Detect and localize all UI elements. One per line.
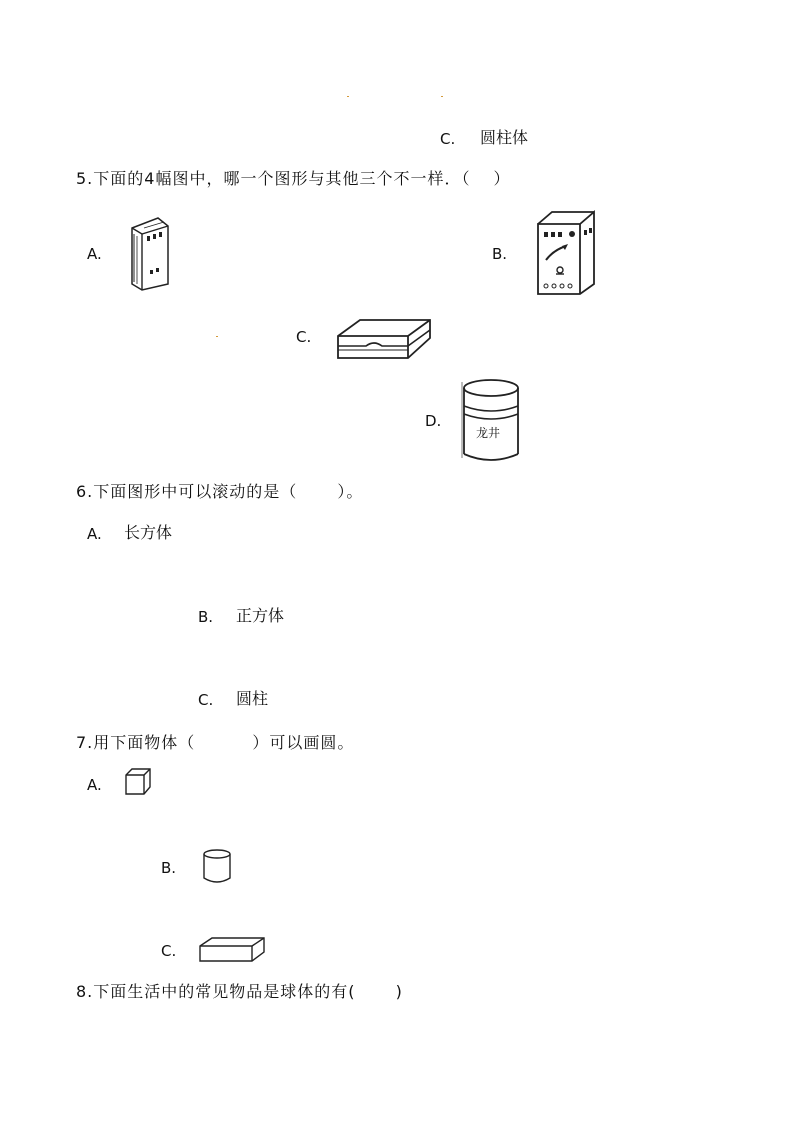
q6-option-b-text: 正方体 bbox=[236, 606, 285, 625]
flat-box-icon bbox=[336, 318, 432, 364]
milk-carton-icon bbox=[534, 210, 598, 296]
tea-can-icon bbox=[460, 376, 522, 462]
speck bbox=[216, 336, 218, 337]
question-5: 5.下面的4幅图中，哪一个图形与其他三个不一样．（ ） bbox=[76, 169, 511, 188]
speck bbox=[347, 96, 349, 97]
option-text: 圆柱体 bbox=[480, 128, 529, 147]
q6-option-a-text: 长方体 bbox=[124, 523, 173, 542]
q5-option-b-letter: B. bbox=[492, 245, 508, 263]
q6-option-a-letter: A. bbox=[87, 525, 102, 543]
cube-icon bbox=[124, 767, 152, 797]
option-letter: C. bbox=[440, 130, 456, 148]
q7-option-b-letter: B. bbox=[161, 859, 177, 877]
question-8: 8.下面生活中的常见物品是球体的有( ) bbox=[76, 982, 403, 1001]
question-7: 7.用下面物体（ ）可以画圆。 bbox=[76, 733, 355, 752]
q5-option-d-letter: D. bbox=[425, 412, 442, 430]
q6-option-b-letter: B. bbox=[198, 608, 214, 626]
speck bbox=[441, 96, 443, 97]
q6-option-c-text: 圆柱 bbox=[236, 689, 269, 708]
book-icon bbox=[128, 214, 170, 292]
cuboid-icon bbox=[198, 936, 266, 964]
q6-option-c-letter: C. bbox=[198, 691, 214, 709]
q5-option-a-letter: A. bbox=[87, 245, 102, 263]
question-6: 6.下面图形中可以滚动的是（ ）。 bbox=[76, 482, 364, 501]
q7-option-a-letter: A. bbox=[87, 776, 102, 794]
q7-option-c-letter: C. bbox=[161, 942, 177, 960]
tea-can-label: 龙井 bbox=[476, 426, 501, 440]
cylinder-icon bbox=[202, 848, 232, 884]
q5-option-c-letter: C. bbox=[296, 328, 312, 346]
